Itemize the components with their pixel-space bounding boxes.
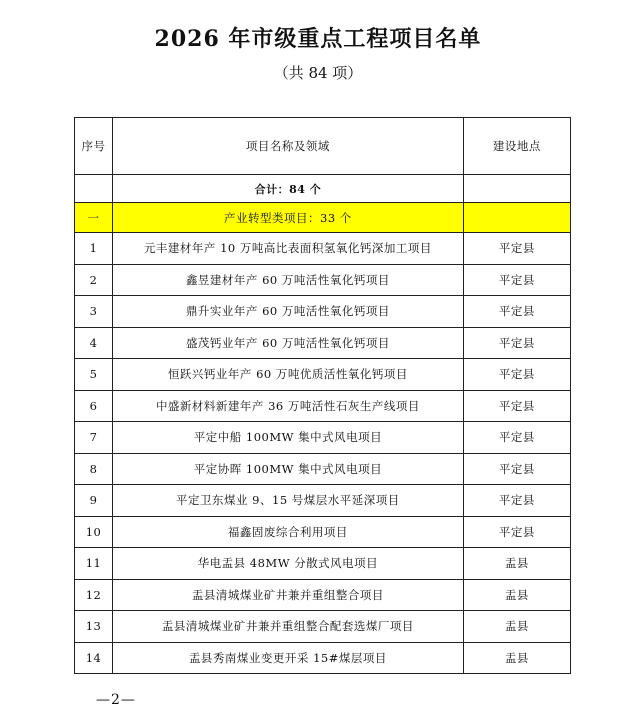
row-seq: 14 (75, 642, 113, 674)
category-seq: 一 (75, 203, 113, 233)
total-row (75, 175, 571, 203)
row-project-name: 鑫昱建材年产 60 万吨活性氧化钙项目 (113, 264, 464, 296)
row-project-name: 中盛新材料新建年产 36 万吨活性石灰生产线项目 (113, 390, 464, 422)
row-location: 盂县 (463, 548, 570, 580)
category-location-cell (463, 203, 570, 233)
page-number: —2— (96, 692, 136, 708)
table-header-row (75, 118, 571, 175)
row-seq: 3 (75, 296, 113, 328)
row-project-name: 恒跃兴钙业年产 60 万吨优质活性氧化钙项目 (113, 359, 464, 391)
category-label: 产业转型类项目：33 个 (113, 203, 464, 233)
row-location: 盂县 (463, 611, 570, 643)
table-row (75, 233, 571, 265)
row-project-name: 平定卫东煤业 9、15 号煤层水平延深项目 (113, 485, 464, 517)
header-seq: 序号 (75, 118, 113, 175)
document-subtitle: （共 84 项） (273, 64, 363, 82)
table-row (75, 642, 571, 674)
table-row (75, 296, 571, 328)
row-seq: 1 (75, 233, 113, 265)
row-seq: 2 (75, 264, 113, 296)
row-location: 平定县 (463, 327, 570, 359)
table-row (75, 453, 571, 485)
project-table (74, 117, 571, 674)
row-location: 平定县 (463, 359, 570, 391)
total-location-cell (463, 175, 570, 203)
row-project-name: 华电盂县 48MW 分散式风电项目 (113, 548, 464, 580)
table-row (75, 327, 571, 359)
row-project-name: 平定协晖 100MW 集中式风电项目 (113, 453, 464, 485)
row-location: 平定县 (463, 453, 570, 485)
row-seq: 7 (75, 422, 113, 454)
row-seq: 11 (75, 548, 113, 580)
table-row (75, 264, 571, 296)
row-location: 平定县 (463, 264, 570, 296)
row-location: 盂县 (463, 579, 570, 611)
row-location: 平定县 (463, 296, 570, 328)
table-row (75, 611, 571, 643)
row-seq: 5 (75, 359, 113, 391)
table-row (75, 579, 571, 611)
table-row (75, 359, 571, 391)
row-project-name: 鼎升实业年产 60 万吨活性氧化钙项目 (113, 296, 464, 328)
row-location: 平定县 (463, 390, 570, 422)
row-project-name: 盂县秀南煤业变更开采 15#煤层项目 (113, 642, 464, 674)
table-row (75, 485, 571, 517)
total-seq-cell (75, 175, 113, 203)
row-location: 平定县 (463, 422, 570, 454)
row-seq: 9 (75, 485, 113, 517)
table-row (75, 548, 571, 580)
row-project-name: 盛茂钙业年产 60 万吨活性氧化钙项目 (113, 327, 464, 359)
header-location: 建设地点 (463, 118, 570, 175)
row-location: 平定县 (463, 233, 570, 265)
row-seq: 10 (75, 516, 113, 548)
total-label: 合计：84 个 (113, 175, 464, 203)
row-seq: 13 (75, 611, 113, 643)
row-seq: 12 (75, 579, 113, 611)
row-location: 平定县 (463, 485, 570, 517)
row-seq: 8 (75, 453, 113, 485)
table-row (75, 390, 571, 422)
category-row (75, 203, 571, 233)
table-row (75, 516, 571, 548)
row-location: 盂县 (463, 642, 570, 674)
row-location: 平定县 (463, 516, 570, 548)
row-project-name: 盂县清城煤业矿井兼并重组整合配套选煤厂项目 (113, 611, 464, 643)
row-project-name: 元丰建材年产 10 万吨高比表面积氢氧化钙深加工项目 (113, 233, 464, 265)
row-seq: 6 (75, 390, 113, 422)
row-project-name: 盂县清城煤业矿井兼并重组整合项目 (113, 579, 464, 611)
header-name: 项目名称及领域 (113, 118, 464, 175)
row-project-name: 平定中船 100MW 集中式风电项目 (113, 422, 464, 454)
table-row (75, 422, 571, 454)
document-title: 2026 年市级重点工程项目名单 (154, 26, 482, 52)
row-seq: 4 (75, 327, 113, 359)
row-project-name: 福鑫固废综合利用项目 (113, 516, 464, 548)
